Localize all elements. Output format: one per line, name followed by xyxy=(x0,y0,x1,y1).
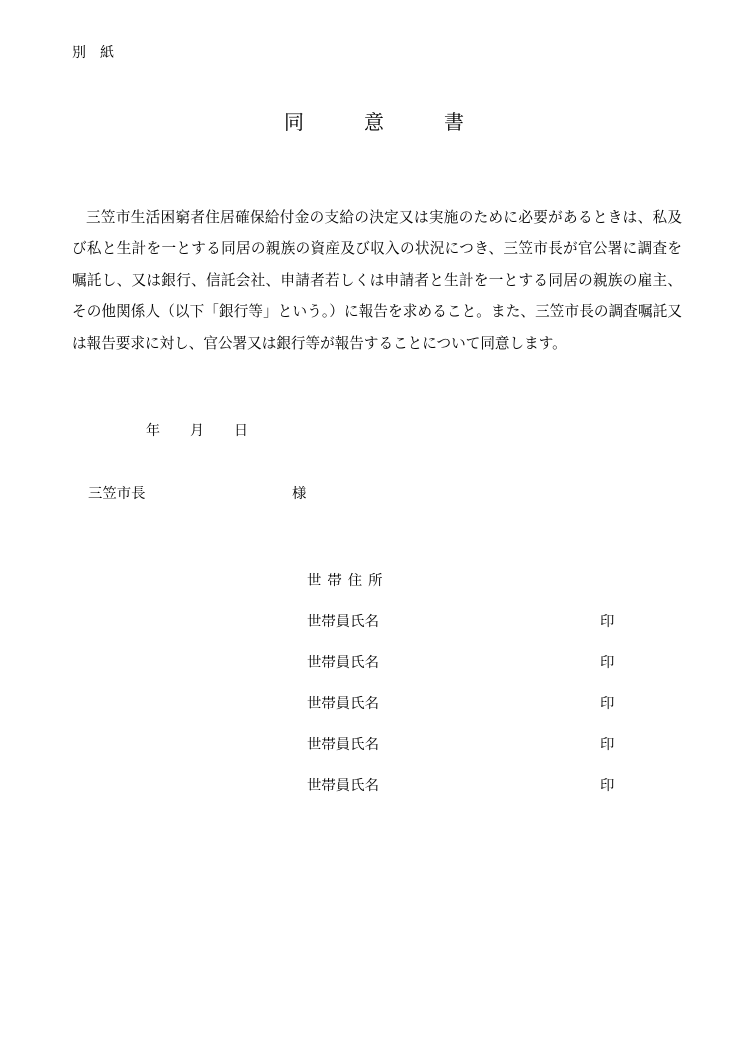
annex-label: 別紙 xyxy=(72,45,128,61)
title-char-2: 意 xyxy=(364,110,384,134)
seal-mark-2: 印 xyxy=(600,655,615,671)
date-year-label: 年 xyxy=(146,423,160,439)
title-char-1: 同 xyxy=(284,110,304,134)
consent-body-text: 三笠市生活困窮者住居確保給付金の支給の決定又は実施のために必要があるときは、私及び私と生計を一とする同居の親族の資産及び収入の状況につき、三笠市長が官公署に調査を嘱託し、又は銀行、信託会社、申請者若しくは申請者と生計を一とする同居の親族の雇主、その他関係人（以下「銀行等」という。）に報告を求めること。また、三笠市長の調査嘱託又は報告要求に対し、官公署又は銀行等が報告することについて同意します。 xyxy=(72,209,682,352)
title-char-3: 書 xyxy=(444,110,464,134)
member-name-label-3: 世帯員氏名 xyxy=(307,696,379,712)
member-name-label-2: 世帯員氏名 xyxy=(307,655,379,671)
seal-mark-4: 印 xyxy=(600,737,615,753)
member-name-label-4: 世帯員氏名 xyxy=(307,737,379,753)
member-name-label-1: 世帯員氏名 xyxy=(307,614,379,630)
seal-mark-1: 印 xyxy=(600,614,615,630)
member-name-label-5: 世帯員氏名 xyxy=(307,778,379,794)
household-address-label: 世帯住所 xyxy=(307,573,389,589)
seal-mark-3: 印 xyxy=(600,696,615,712)
addressee-honorific: 様 xyxy=(292,486,307,502)
addressee-name: 三笠市長 xyxy=(88,486,146,502)
date-day-label: 日 xyxy=(234,423,248,439)
seal-mark-5: 印 xyxy=(600,778,615,794)
date-month-label: 月 xyxy=(190,423,204,439)
